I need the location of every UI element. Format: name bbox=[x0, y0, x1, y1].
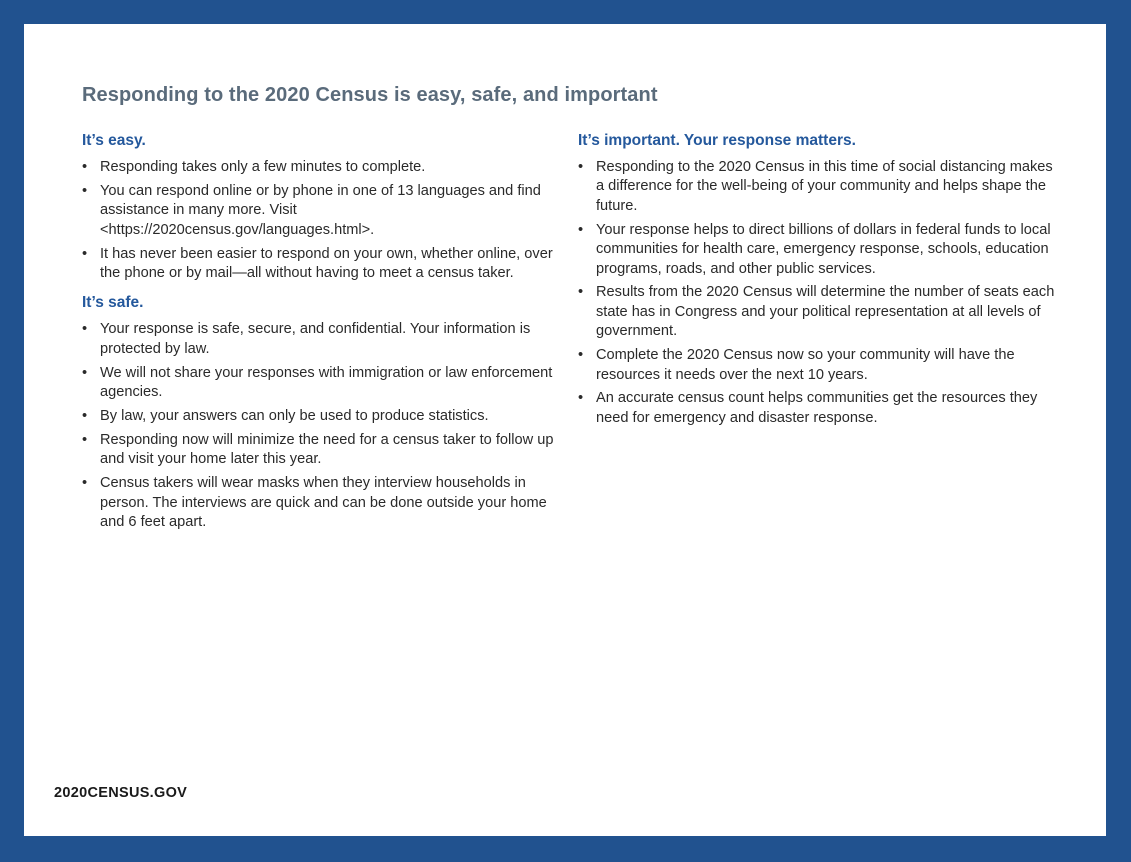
list-item: • We will not share your responses with immigration or law enforcement agencies. bbox=[82, 364, 562, 403]
section-heading-easy: It’s easy. bbox=[82, 132, 146, 149]
list-item: • Responding to the 2020 Census in this time of social distancing makes a difference for the well-being of your community and helps shape the future. bbox=[578, 158, 1058, 216]
list-item: • Your response is safe, secure, and confidential. Your information is protected by law. bbox=[82, 320, 562, 359]
content-card bbox=[24, 24, 1106, 836]
left-column bbox=[82, 131, 562, 543]
important-list bbox=[578, 158, 1058, 428]
list-item: • Responding now will minimize the need for a census taker to follow up and visit your home later this year. bbox=[82, 431, 562, 470]
footer-url: 2020CENSUS.GOV bbox=[54, 785, 188, 801]
page-title: Responding to the 2020 Census is easy, safe, and important bbox=[82, 84, 658, 106]
easy-list bbox=[82, 158, 562, 283]
section-heading-safe: It’s safe. bbox=[82, 294, 144, 312]
list-item: • Census takers will wear masks when they interview households in person. The interviews are quick and can be done outside your home and 6 feet apart. bbox=[82, 474, 562, 532]
list-item: • Complete the 2020 Census now so your community will have the resources it needs over the next 10 years. bbox=[578, 346, 1058, 385]
list-item: • Your response helps to direct billions of dollars in federal funds to local communities for health care, emergency response, schools, education programs, roads, and other public services. bbox=[578, 221, 1058, 279]
list-item: • It has never been easier to respond on your own, whether online, over the phone or by mail—all without having to meet a census taker. bbox=[82, 245, 562, 284]
list-item: • An accurate census count helps communities get the resources they need for emergency and disaster response. bbox=[578, 389, 1058, 428]
list-item: • Results from the 2020 Census will determine the number of seats each state has in Congress and your political representation at all levels of government. bbox=[578, 283, 1058, 341]
safe-list bbox=[82, 320, 562, 532]
list-item: • Responding takes only a few minutes to complete. bbox=[82, 158, 562, 177]
section-heading-important: It’s important. Your response matters. bbox=[578, 132, 856, 149]
list-item: • You can respond online or by phone in one of 13 languages and find assistance in many more. Visit <https://2020census.gov/languages.html>. bbox=[82, 182, 562, 240]
list-item: • By law, your answers can only be used to produce statistics. bbox=[82, 407, 562, 426]
right-column bbox=[578, 131, 1058, 438]
